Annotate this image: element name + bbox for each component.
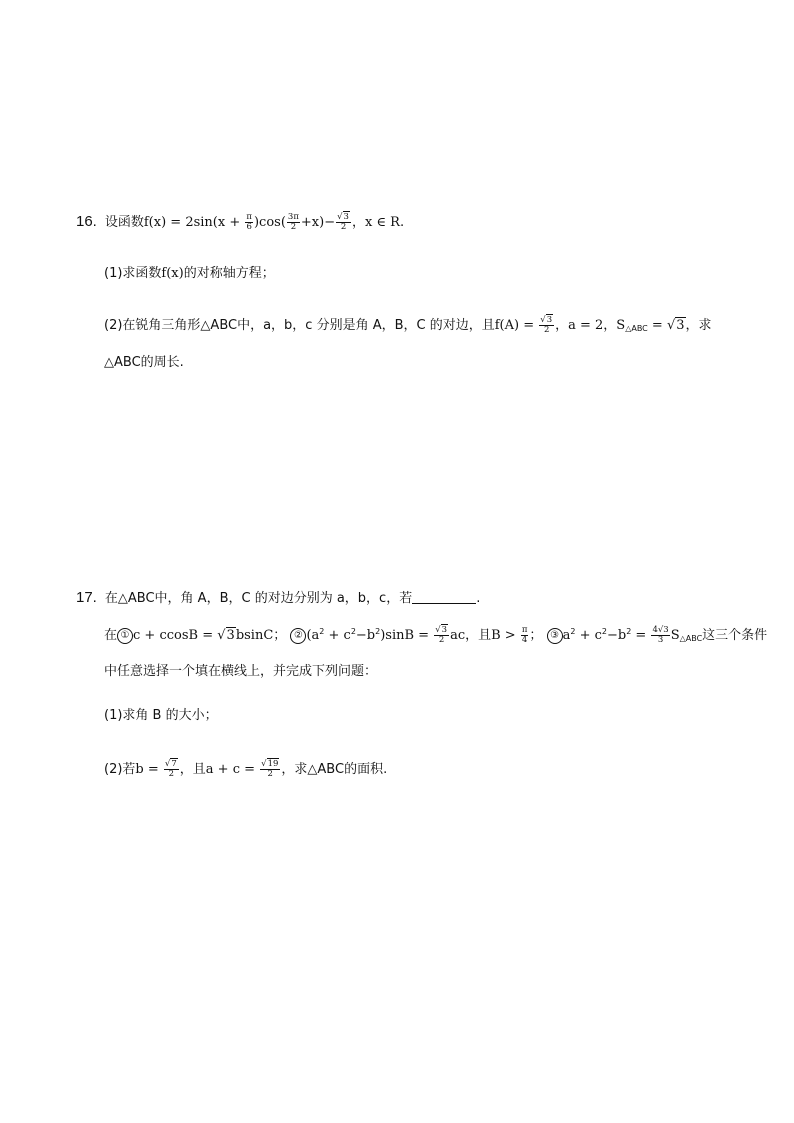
condition-1-marker: ① (117, 628, 133, 644)
condition-3-marker: ③ (547, 628, 563, 644)
q17-frac-sqrt3-2: $\frac{√3}{2}$ (435, 625, 448, 645)
q16-frac-3pi-2: $\frac{3\pi}{2}$ (287, 212, 299, 232)
q17-frac-4sqrt3-3: $\frac{4√3}{3}$ (652, 625, 669, 645)
q16-domain: ，x ∈ R. (351, 215, 405, 230)
q16-frac-sqrt3-2-b: $\frac{√3}{2}$ (540, 315, 553, 335)
q16-frac-sqrt3-2: $\frac{√3}{2}$ (337, 212, 349, 232)
q16-stem: 16. 设函数f(x) = 2sin(x + $\frac{\pi}{6}$ )cos( $\frac{3\pi}{2}$ +x)− $\frac{√3}{2}$ ，x ∈ R. (76, 212, 405, 232)
q16-frac-pi-6: $\frac{\pi}{6}$ (246, 212, 252, 232)
q17-conditions: 在 ① c + ccosB = √3bsinC； ② $(a^2 + c^2-b^2)\sin B$ = $\frac{√3}{2}$ ac，且B > $\frac{\pi}{4}$ ； ③ $a^2 + c^2-b^2$ = $\frac{4√3}{3}$ $S_{\triangle ABC}$这三个条件 (104, 625, 768, 645)
q17-number: 17. (76, 589, 97, 606)
q16-number: 16. (76, 213, 97, 230)
q17-instruction: 中任意选择一个填在横线上，并完成下列问题： (104, 664, 378, 679)
q16-part1: (1)求函数f(x)的对称轴方程； (104, 266, 275, 281)
q16-part2-line2: △ABC的周长. (104, 355, 184, 370)
q16-func: f(x) = 2sin(x + (143, 215, 241, 230)
condition-2-marker: ② (290, 628, 306, 644)
q16-part2-line1: (2)在锐角三角形△ABC中，a，b，c 分别是角 A，B，C 的对边，且f(A) = $\frac{√3}{2}$ ，a = 2，$S_{\triangle ABC} = √3$，求 (104, 315, 712, 335)
q16-stem-prefix: 设函数 (104, 215, 144, 230)
q17-stem: 17. 在△ABC中，角 A，B，C 的对边分别为 a，b，c，若 . (76, 589, 481, 606)
q17-frac-sqrt19-2: $\frac{√19}{2}$ (261, 759, 279, 779)
q17-part2: (2)若b = $\frac{√7}{2}$ ，且a + c = $\frac{√19}{2}$ ，求△ABC的面积. (104, 759, 388, 779)
q17-frac-sqrt7-2: $\frac{√7}{2}$ (164, 759, 177, 779)
q17-part1: (1)求角 B 的大小； (104, 708, 218, 723)
q17-answer-blank[interactable] (412, 591, 476, 604)
q17-frac-pi-4: $\frac{\pi}{4}$ (521, 625, 528, 645)
